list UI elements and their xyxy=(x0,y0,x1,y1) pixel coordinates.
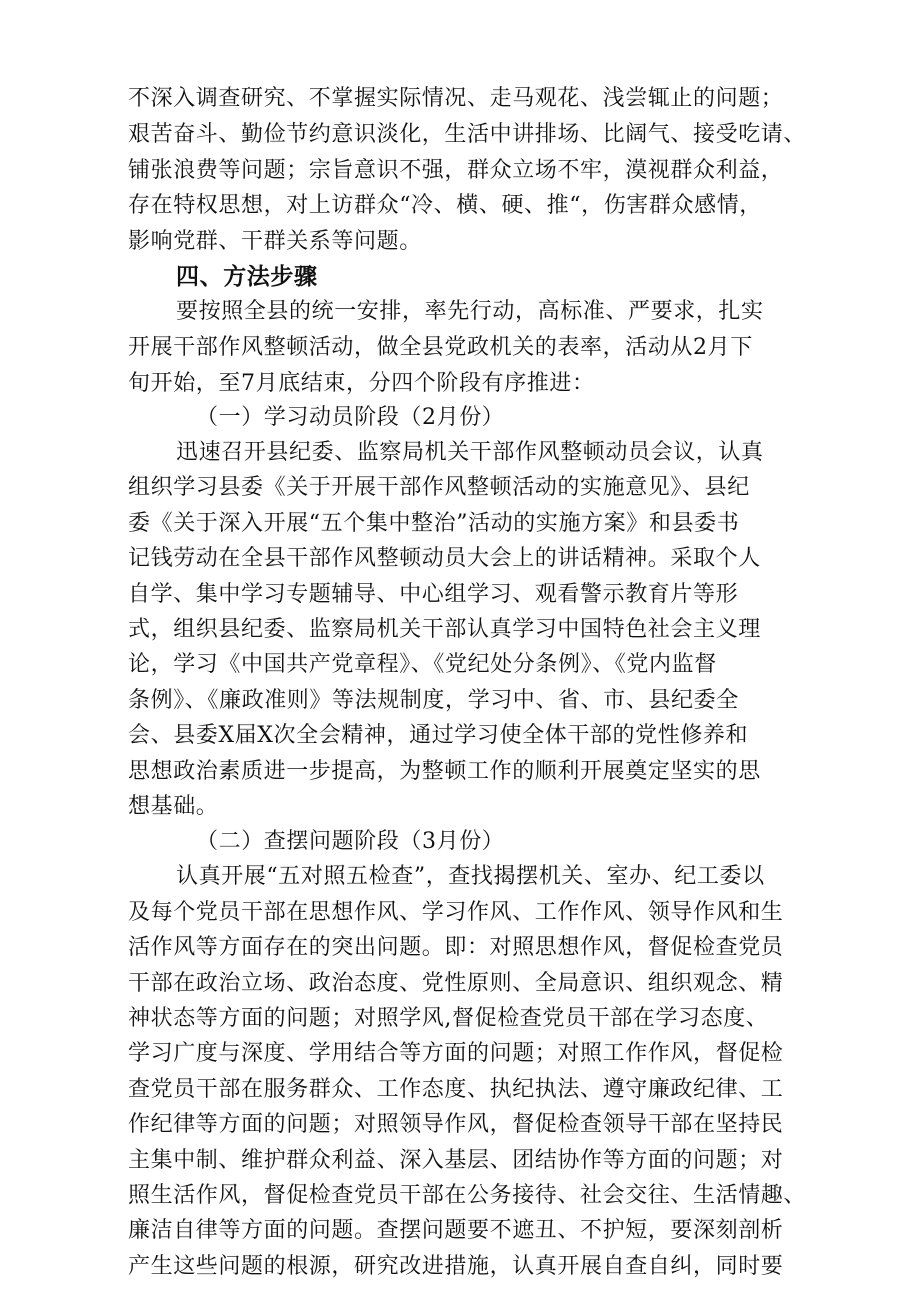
body-text-line: 照生活作风，督促检查党员干部在公务接待、社会交往、生活情趣、 xyxy=(128,1183,807,1208)
body-text-line: 要按照全县的统一安排，率先行动，高标准、严要求，扎实 xyxy=(176,299,764,324)
body-text-line: 铺张浪费等问题；宗旨意识不强，群众立场不牢，漠视群众利益， xyxy=(128,158,784,183)
body-text-line: 思想政治素质进一步提高，为整顿工作的顺利开展奠定坚实的思 xyxy=(128,759,761,784)
body-text-line: 认真开展“五对照五检查”，查找揭摆机关、室办、纪工委以 xyxy=(176,864,765,889)
body-text-line: 不深入调查研究、不掌握实际情况、走马观花、浅尝辄止的问题； xyxy=(128,86,784,111)
body-text-line: 廉洁自律等方面的问题。查摆问题要不遮丑、不护短，要深刻剖析 xyxy=(128,1218,784,1243)
body-text-line: 神状态等方面的问题；对照学风,督促检查党员干部在学习态度、 xyxy=(128,1006,769,1031)
body-text-line: 委《关于深入开展“五个集中整治”活动的实施方案》和县委书 xyxy=(128,511,740,536)
body-text-line: 干部在政治立场、政治态度、党性原则、全局意识、组织观念、精 xyxy=(128,971,784,996)
body-text-line: 查党员干部在服务群众、工作态度、执纪执法、遵守廉政纪律、工 xyxy=(128,1077,784,1102)
body-text-line: 条例》、《廉政准则》等法规制度，学习中、省、市、县纪委全 xyxy=(128,688,739,713)
body-text-line: 自学、集中学习专题辅导、中心组学习、观看警示教育片等形 xyxy=(128,582,739,607)
body-text-line: 影响党群、干群关系等问题。 xyxy=(128,229,422,254)
body-text-line: 旬开始，至7月底结束，分四个阶段有序推进： xyxy=(128,371,595,396)
body-text-line: 想基础。 xyxy=(128,794,219,819)
body-text-line: 会、县委X届X次全会精神，通过学习使全体干部的党性修养和 xyxy=(128,723,749,748)
body-text-line: 产生这些问题的根源，研究改进措施，认真开展自查自纠，同时要 xyxy=(128,1254,784,1279)
body-text-line: 式，组织县纪委、监察局机关干部认真学习中国特色社会主义理 xyxy=(128,617,761,642)
body-text-line: 记钱劳动在全县干部作风整顿动员大会上的讲话精神。采取个人 xyxy=(128,546,761,571)
subsection-heading: （一）学习动员阶段（2月份） xyxy=(196,405,505,430)
subsection-heading: （二）查摆问题阶段（3月份） xyxy=(196,829,505,854)
body-text-line: 组织学习县委《关于开展干部作风整顿活动的实施意见》、县纪 xyxy=(128,475,750,500)
body-text-line: 开展干部作风整顿活动，做全县党政机关的表率，活动从2月下 xyxy=(128,335,753,360)
body-text-line: 论，学习《中国共产党章程》、《党纪处分条例》、《党内监督 xyxy=(128,652,717,677)
body-text-line: 及每个党员干部在思想作风、学习作风、工作作风、领导作风和生 xyxy=(128,900,784,925)
body-text-line: 作纪律等方面的问题；对照领导作风，督促检查领导干部在坚持民 xyxy=(128,1112,784,1137)
body-text-line: 活作风等方面存在的突出问题。即：对照思想作风，督促检查党员 xyxy=(128,935,784,960)
body-text-line: 主集中制、维护群众利益、深入基层、团结协作等方面的问题；对 xyxy=(128,1148,784,1173)
body-text-line: 艰苦奋斗、勤俭节约意识淡化，生活中讲排场、比阔气、接受吃请、 xyxy=(128,122,807,147)
body-text-line: 学习广度与深度、学用结合等方面的问题；对照工作作风，督促检 xyxy=(128,1041,784,1066)
section-heading: 四、方法步骤 xyxy=(176,264,318,290)
body-text-line: 迅速召开县纪委、监察局机关干部作风整顿动员会议，认真 xyxy=(176,440,764,465)
body-text-line: 存在特权思想，对上访群众“冷、横、硬、推“，伤害群众感情， xyxy=(128,193,762,218)
